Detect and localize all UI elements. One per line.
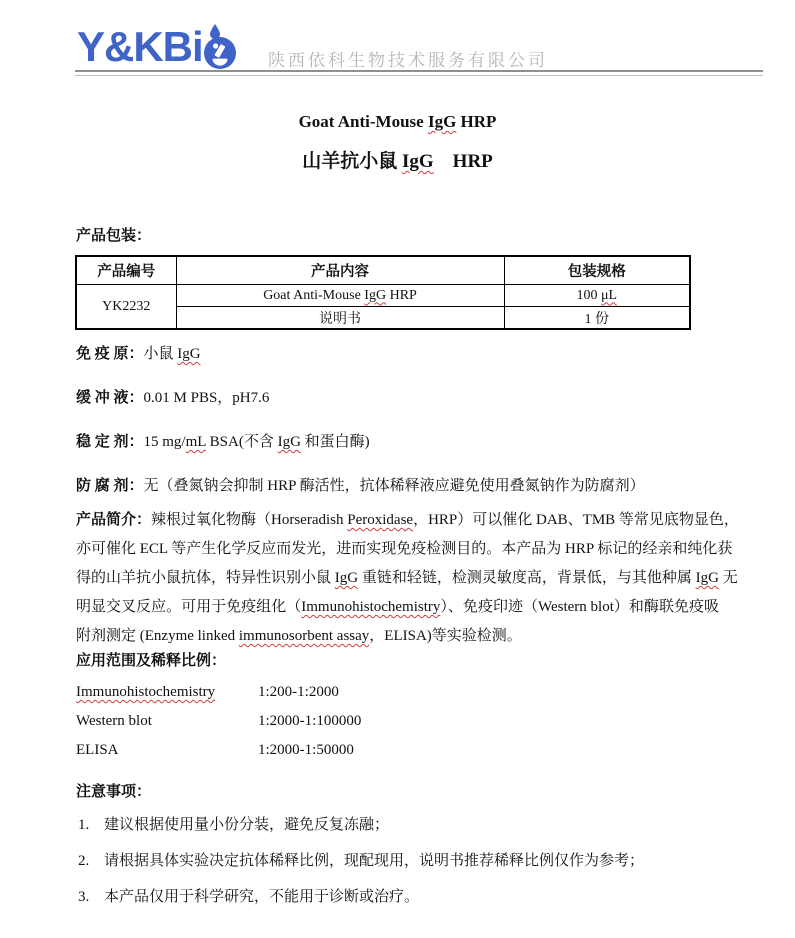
col-header-pack-spec: 包装规格 <box>504 256 690 285</box>
intro-text: 附剂测定 (Enzyme linked <box>76 628 239 644</box>
application-name: Western blot <box>76 713 152 729</box>
note-item <box>78 815 389 835</box>
cell-text: Goat Anti-Mouse <box>263 287 365 303</box>
intro-line <box>76 593 719 622</box>
product-intro <box>76 506 739 651</box>
note-number: 2. <box>78 853 90 869</box>
intro-text: ）、免疫印迹（Western blot）和酶联免疫吸 <box>440 599 719 615</box>
spec-flagged-word: IgG <box>177 346 201 362</box>
intro-text: ，ELISA)等实验检测。 <box>369 628 522 644</box>
note-number: 3. <box>78 889 90 905</box>
col-header-product-code: 产品编号 <box>76 256 176 285</box>
pack-spec-cell <box>504 285 690 307</box>
intro-text: 无 <box>718 570 738 586</box>
droplet-icon <box>210 24 220 39</box>
intro-flagged-word: Immunohistochemistry <box>301 599 441 615</box>
spec-flagged-word: IgG <box>277 434 301 450</box>
title-en-text: HRP <box>456 112 497 131</box>
application-name: ELISA <box>76 742 119 758</box>
section-heading-applications: 应用范围及稀释比例： <box>76 653 227 669</box>
spec-label: 免 疫 原： <box>76 346 144 362</box>
intro-flagged-word: IgG <box>334 570 359 586</box>
intro-text: ，HRP）可以催化 DAB、TMB 等常见底物显色， <box>413 512 739 528</box>
intro-text: 重链和轻链，检测灵敏度高，背景低，与其他种属 <box>358 570 696 586</box>
dilution-ratio: 1:200-1:2000 <box>258 684 339 700</box>
packaging-table <box>75 255 691 330</box>
cell-flagged-word: IgG <box>364 287 387 303</box>
product-code-cell: YK2232 <box>76 285 176 330</box>
logo-text: Y&KBi <box>77 23 203 70</box>
intro-line <box>76 506 739 535</box>
title-cn-flagged-word: IgG <box>401 151 434 172</box>
spec-immunogen <box>76 344 201 364</box>
spec-label: 防 腐 剂： <box>76 478 144 494</box>
note-item <box>78 851 644 871</box>
spec-value: BSA(不含 <box>205 434 278 450</box>
intro-line <box>76 535 733 564</box>
spec-value: 15 mg/ <box>143 434 186 450</box>
note-text: 本产品仅用于科学研究，不能用于诊断或治疗。 <box>104 889 420 905</box>
note-number: 1. <box>78 817 90 833</box>
col-header-product-content: 产品内容 <box>176 256 504 285</box>
application-row <box>76 711 361 731</box>
note-text: 建议根据使用量小份分装，避免反复冻融； <box>104 817 390 833</box>
spec-preservative <box>76 476 645 496</box>
spec-label: 缓 冲 液： <box>76 390 144 406</box>
header-divider <box>75 70 763 76</box>
intro-line <box>76 564 738 593</box>
spec-stabilizer <box>76 432 370 452</box>
spec-buffer <box>76 388 269 408</box>
intro-text: 得的山羊抗小鼠抗体，特异性识别小鼠 <box>76 570 335 586</box>
intro-flagged-word: IgG <box>695 570 719 586</box>
note-item <box>78 887 419 907</box>
product-title-en <box>0 112 795 132</box>
title-cn-text: 山羊抗小鼠 <box>302 151 402 172</box>
intro-text: 明显交叉反应。可用于免疫组化（ <box>76 599 302 615</box>
product-content-cell <box>176 285 504 307</box>
section-heading-packaging: 产品包装： <box>76 228 152 244</box>
spec-value: 无（叠氮钠会抑制 HRP 酶活性，抗体稀释液应避免使用叠氮钠作为防腐剂） <box>143 478 645 494</box>
title-en-text: Goat Anti-Mouse <box>298 112 428 131</box>
dilution-ratio: 1:2000-1:100000 <box>258 713 362 729</box>
product-content-cell: 说明书 <box>176 307 504 330</box>
intro-text: 辣根过氧化物酶（Horseradish <box>151 512 348 528</box>
microscope-icon <box>204 24 238 75</box>
table-row <box>76 285 690 307</box>
intro-line <box>76 622 719 651</box>
intro-text: 亦可催化 ECL 等产生化学反应而发光，进而实现免疫检测目的。本产品为 HRP 标记的经亲和纯化获 <box>76 541 733 557</box>
section-heading-notes: 注意事项： <box>76 784 152 800</box>
cell-text: 100 <box>576 287 601 303</box>
application-name: Immunohistochemistry <box>76 684 216 700</box>
spec-label: 稳 定 剂： <box>76 434 144 450</box>
application-row <box>76 740 354 760</box>
spec-value: 小鼠 <box>143 346 178 362</box>
intro-flagged-word: immunosorbent assay <box>238 628 370 644</box>
spec-flagged-word: mL <box>185 434 206 450</box>
pack-spec-cell: 1 份 <box>504 307 690 330</box>
table-header-row <box>76 256 690 285</box>
company-name: 陕西依科生物技术服务有限公司 <box>268 51 548 70</box>
spec-value: 和蛋白酶) <box>300 434 370 450</box>
title-cn-text: HRP <box>433 151 493 172</box>
intro-label: 产品简介： <box>76 512 152 528</box>
company-logo <box>77 24 238 75</box>
spec-value: 0.01 M PBS，pH7.6 <box>143 390 270 406</box>
intro-flagged-word: Peroxidase <box>347 512 414 528</box>
cell-text: HRP <box>386 287 417 303</box>
product-title-cn <box>0 146 795 173</box>
dilution-ratio: 1:2000-1:50000 <box>258 742 354 758</box>
note-text: 请根据具体实验决定抗体稀释比例，现配现用，说明书推荐稀释比例仅作为参考； <box>104 853 645 869</box>
application-row <box>76 682 339 702</box>
title-en-flagged-word: IgG <box>427 112 457 131</box>
cell-flagged-word: μL <box>600 287 618 303</box>
